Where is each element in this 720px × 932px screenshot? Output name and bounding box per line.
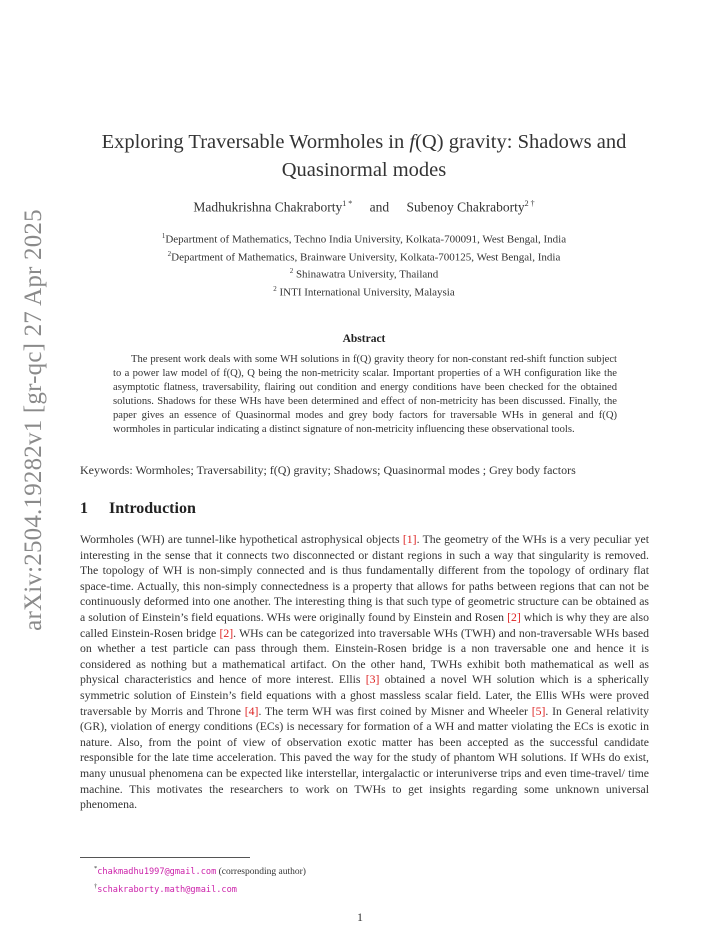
affiliation-text: Department of Mathematics, Techno India University, Kolkata-700091, West Bengal, India: [165, 233, 567, 246]
citation-link[interactable]: [4]: [244, 704, 259, 718]
title-prefix: Exploring Traversable Wormholes in: [101, 131, 410, 153]
text-run: . The term WH was first coined by Misner and Wheeler: [258, 704, 532, 718]
text-run: . In General relativity (GR), violation of energy conditions (ECs) is necessary for formation of a WH and matter violating the ECs is exotic in nature. Also, from the point of view of observation exotic matter has been accepted as the successful candidate responsible for the late time acceleration. This paved the way for the study of phantom WH solutions. If WHs do exist, many unusual phenomena can be expected like interstellar, intergalactic or interuniverse trips and even time-travel/ time machine. This motivates the researchers to work on TWHs to get insights regarding some unknown universal phenomena.: [80, 704, 649, 812]
text-run: Wormholes (WH) are tunnel-like hypothetical astrophysical objects: [80, 533, 403, 546]
affiliation-text: INTI International University, Malaysia: [276, 286, 455, 299]
affiliation: [80, 247, 648, 265]
affiliation-text: Shinawatra University, Thailand: [293, 268, 439, 281]
title-math-arg: (Q): [415, 131, 444, 153]
keywords: Keywords: Wormholes; Traversability; f(Q) gravity; Shadows; Quasinormal modes ; Grey body factors: [80, 463, 576, 477]
footnote-mark: *: [94, 865, 98, 872]
affiliation: [80, 229, 648, 247]
page-number: 1: [357, 910, 363, 924]
section-heading: [80, 500, 196, 518]
title-math-f: f: [409, 131, 416, 153]
introduction-paragraph: [80, 532, 649, 813]
affiliation-mark: 2: [289, 267, 294, 276]
author-name: Madhukrishna Chakraborty: [193, 199, 343, 215]
affiliation-mark: 1: [161, 232, 166, 240]
text-run: . WHs can be categorized into traversable WHs (TWH) and non-traversable WHs based on whether a test particle can pass through them. Einstein-Rosen bridge is a non traversable one and hence it is considered as nothing but a mathematical artifact. On the other hand, TWHs exhibit both mathematical as well as physical characteristics and hence of more interest. Ellis: [80, 626, 649, 687]
affiliation-list: [80, 229, 648, 300]
affiliation-text: Department of Mathematics, Brainware University, Kolkata-700125, West Bengal, India: [171, 251, 561, 264]
author-list: [80, 199, 648, 216]
text-run: obtained a novel WH solution which is a spherically symmetric solution of Einstein’s field equations with a ghost massless scalar field. Later, the Ellis WHs were proved traversable by Morris and Throne: [80, 673, 649, 718]
footnote-note: (corresponding author): [216, 867, 306, 878]
email-link[interactable]: schakraborty.math@gmail.com: [97, 884, 237, 895]
text-run: . The geometry of the WHs is a very peculiar yet interesting in the sense that it connects two disconnected or distant regions in such a way that singularity is removed. The topology of WH is non-simply connected and is thus fundamentally different from the topology of ordinary flat space-time. Actually, this non-simply connectedness is a property that allows for paths between regions that can not be continuously deformed into one another. The interesting thing is that such type of geometric structure can be obtained as a solution of Einstein’s field equations. WHs were originally found by Einstein and Rosen: [80, 533, 649, 624]
footnotes: [94, 862, 306, 897]
citation-link[interactable]: [3]: [365, 673, 380, 687]
footnote-mark: †: [94, 882, 98, 890]
abstract-heading: Abstract: [342, 333, 386, 345]
arxiv-identifier: arXiv:2504.19282v1 [gr-qc] 27 Apr 2025: [20, 209, 47, 631]
title-suffix: gravity: Shadows and: [443, 131, 627, 153]
citation-link[interactable]: [2]: [219, 626, 234, 640]
affiliation-mark: 2: [167, 249, 172, 258]
text-run: which is why they are also called Einstein-Rosen bridge: [80, 610, 649, 640]
citation-link[interactable]: [5]: [531, 704, 546, 718]
footnote: [94, 862, 306, 880]
citation-link[interactable]: [1]: [402, 533, 417, 546]
author-joiner: and: [369, 199, 390, 215]
affiliation-mark: 2: [273, 284, 277, 293]
section-title: Introduction: [109, 500, 196, 517]
paper-title: [80, 128, 648, 184]
section-number: 1: [80, 500, 88, 517]
footnote: [94, 880, 306, 898]
author-marks: 2 †: [524, 199, 535, 208]
abstract-body: The present work deals with some WH solutions in f(Q) gravity theory for non-constant red-shift function subject to a power law model of f(Q), Q being the non-metricity scalar. Important properties of a WH configuration like the asymptotic flatness, traversability, flairing out condition and energy conditions have been checked for the obtained solutions. Shadows for these WHs have been determined and effect of non-metricity has been discussed. Finally, the paper gives an essence of Quasinormal modes and grey body factors for traversable WHs in general and f(Q) wormholes in particular indicating a distinct signature of non-metricity influencing these observational tools.: [113, 354, 617, 436]
title-line-2: Quasinormal modes: [281, 159, 447, 181]
footnote-rule: [80, 857, 250, 858]
affiliation: [80, 282, 648, 300]
email-link[interactable]: chakmadhu1997@gmail.com: [97, 867, 217, 878]
citation-link[interactable]: [2]: [507, 610, 521, 624]
author-name: Subenoy Chakraborty: [406, 199, 525, 215]
affiliation: [80, 264, 648, 282]
author-marks: 1 *: [342, 199, 353, 208]
